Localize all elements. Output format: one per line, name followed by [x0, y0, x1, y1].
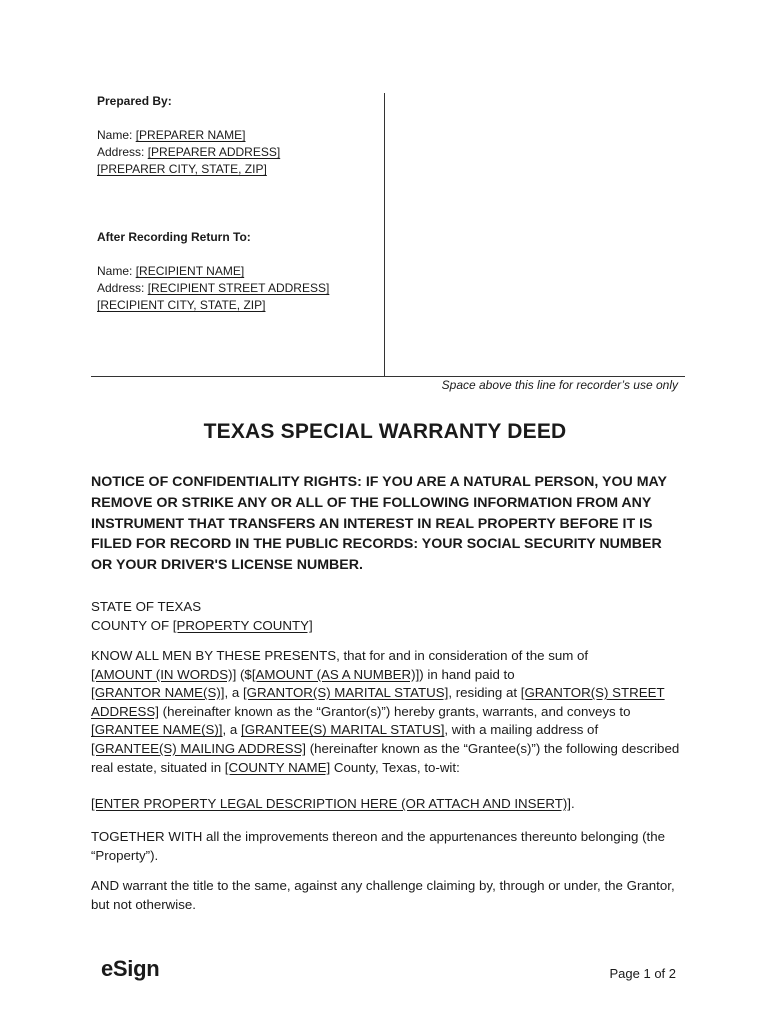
conveyance-text: ) in hand paid to	[419, 666, 515, 682]
amount-number-field[interactable]: [AMOUNT (AS A NUMBER)]	[251, 666, 420, 682]
grantee-address-field[interactable]: [GRANTEE(S) MAILING ADDRESS]	[91, 740, 307, 756]
state-line: STATE OF TEXAS	[91, 599, 202, 614]
preparer-name-line	[97, 127, 280, 144]
preparer-city-line	[97, 161, 280, 178]
legal-description-period: .	[571, 796, 575, 811]
grantor-status-field[interactable]: [GRANTOR(S) MARITAL STATUS]	[242, 685, 449, 701]
recipient-address-label: Address:	[97, 281, 145, 295]
page-number: Page 1 of 2	[609, 966, 676, 981]
prepared-by-section	[97, 93, 280, 178]
grantee-name-field[interactable]: [GRANTEE NAME(S)]	[91, 722, 223, 738]
county-label: COUNTY OF	[91, 617, 173, 633]
recorder-note: Space above this line for recorder’s use only	[441, 378, 678, 392]
recipient-address-line	[97, 280, 329, 297]
legal-description-field[interactable]: [ENTER PROPERTY LEGAL DESCRIPTION HERE (OR ATTACH AND INSERT)]	[91, 796, 572, 811]
preparer-address-field[interactable]: [PREPARER ADDRESS]	[147, 145, 281, 159]
county-line	[91, 617, 683, 636]
recorder-box-divider	[384, 93, 385, 377]
conveyance-text: , a	[224, 685, 243, 701]
preparer-city-field[interactable]: [PREPARER CITY, STATE, ZIP]	[97, 162, 267, 176]
venue-block	[91, 598, 683, 635]
grantor-name-field[interactable]: [GRANTOR NAME(S)]	[91, 685, 225, 701]
conveyance-paragraph	[91, 647, 683, 777]
recipient-name-field[interactable]: [RECIPIENT NAME]	[135, 264, 245, 278]
recipient-name-line	[97, 263, 329, 280]
conveyance-text: KNOW ALL MEN BY THESE PRESENTS, that for and in consideration of the sum of	[91, 648, 589, 663]
conveyance-text: , with a mailing address of	[444, 722, 599, 738]
warrant-paragraph: AND warrant the title to the same, against any challenge claiming by, through or under, the Grantor, but not otherwise.	[91, 878, 675, 912]
return-to-section	[97, 229, 329, 314]
preparer-name-field[interactable]: [PREPARER NAME]	[135, 128, 246, 142]
conveyance-text: (hereinafter known as the “Grantee(s)”) the following described real estate, situated in	[91, 740, 680, 775]
property-county-field[interactable]: [PROPERTY COUNTY]	[172, 617, 313, 633]
conveyance-text: (hereinafter known as the “Grantor(s)”) hereby grants, warrants, and conveys to	[158, 703, 631, 719]
recipient-name-label: Name:	[97, 264, 133, 278]
preparer-address-label: Address:	[97, 145, 145, 159]
recorder-line	[91, 376, 685, 377]
confidentiality-notice: NOTICE OF CONFIDENTIALITY RIGHTS: IF YOU ARE A NATURAL PERSON, YOU MAY REMOVE OR STRIKE ANY OR ALL OF THE FOLLOWING INFORMATION FROM ANY INSTRUMENT THAT TRANSFERS AN INTEREST IN REAL PROPERTY BEFORE IT IS FILED FOR RECORD IN THE PUBLIC RECORDS: YOUR SOCIAL SECURITY NUMBER OR YOUR DRIVER'S LICENSE NUMBER.	[91, 474, 667, 574]
preparer-name-label: Name:	[97, 128, 133, 142]
legal-description-line	[91, 795, 683, 814]
conveyance-text: , residing at	[448, 685, 521, 701]
recipient-city-line	[97, 297, 329, 314]
esign-logo: eSign	[101, 956, 160, 981]
conveyance-text: ($	[236, 666, 252, 682]
county-name-field[interactable]: [COUNTY NAME]	[224, 759, 331, 775]
recipient-city-field[interactable]: [RECIPIENT CITY, STATE, ZIP]	[97, 298, 266, 312]
together-with-paragraph: TOGETHER WITH all the improvements thereon and the appurtenances thereunto belonging (the “Property”).	[91, 829, 666, 863]
grantor-address-field[interactable]: [GRANTOR(S) STREET ADDRESS]	[91, 685, 665, 719]
preparer-address-line	[97, 144, 280, 161]
amount-words-field[interactable]: [AMOUNT (IN WORDS)]	[91, 666, 237, 682]
return-to-heading: After Recording Return To:	[97, 230, 251, 244]
conveyance-text: County, Texas, to-wit:	[330, 759, 460, 775]
conveyance-text: , a	[222, 722, 241, 738]
recipient-address-field[interactable]: [RECIPIENT STREET ADDRESS]	[147, 281, 330, 295]
prepared-by-heading: Prepared By:	[97, 94, 172, 108]
document-title: TEXAS SPECIAL WARRANTY DEED	[203, 420, 567, 443]
grantee-status-field[interactable]: [GRANTEE(S) MARITAL STATUS]	[241, 722, 445, 738]
